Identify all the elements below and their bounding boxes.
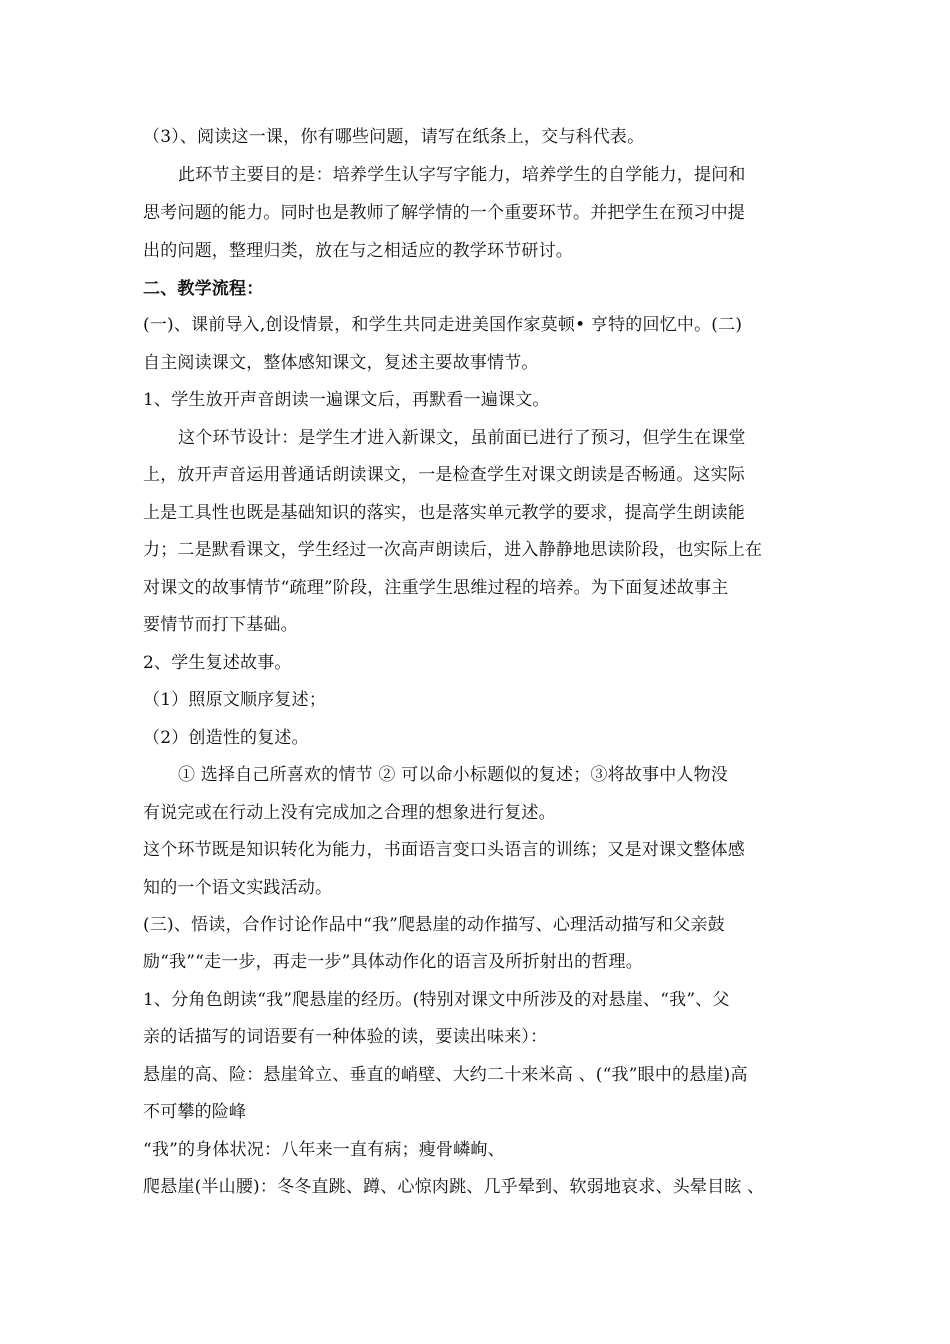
paragraph-line: （2）创造性的复述。 xyxy=(143,728,309,748)
section-heading: 二、教学流程： xyxy=(143,279,264,299)
paragraph-line: 悬崖的高、险：悬崖耸立、垂直的峭壁、大约二十来米高 、(“我”眼中的悬崖)高 xyxy=(143,1065,748,1085)
paragraph-line: “我”的身体状况：八年来一直有病；瘦骨嶙峋、 xyxy=(143,1140,505,1160)
paragraph-line: （3）、阅读这一课，你有哪些问题，请写在纸条上，交与科代表。 xyxy=(143,127,645,147)
paragraph-line: （1）照原文顺序复述； xyxy=(143,690,327,710)
paragraph-line: 励“我”“走一步，再走一步”具体动作化的语言及所折射出的哲理。 xyxy=(143,952,643,972)
paragraph-line: 对课文的故事情节“疏理”阶段，注重学生思维过程的培养。为下面复述故事主 xyxy=(143,578,729,598)
paragraph-line: 这个环节设计：是学生才进入新课文，虽前面已进行了预习，但学生在课堂 xyxy=(178,428,746,448)
paragraph-line: 有说完或在行动上没有完成加之合理的想象进行复述。 xyxy=(143,803,556,823)
paragraph-line: 自主阅读课文，整体感知课文，复述主要故事情节。 xyxy=(143,353,539,373)
paragraph-line: 1、学生放开声音朗读一遍课文后，再默看一遍课文。 xyxy=(143,390,550,410)
paragraph-line: 亲的话描写的词语要有一种体验的读，要读出味来）： xyxy=(143,1027,548,1047)
paragraph-line: 这个环节既是知识转化为能力，书面语言变口头语言的训练；又是对课文整体感 xyxy=(143,840,745,860)
paragraph-line: 力；二是默看课文，学生经过一次高声朗读后，进入静静地思读阶段，也实际上在 xyxy=(143,540,763,560)
paragraph-line: (一)、课前导入,创设情景，和学生共同走进美国作家莫顿• 亨特的回忆中。(二) xyxy=(143,315,743,335)
paragraph-line: (三)、悟读，合作讨论作品中“我”爬悬崖的动作描写、心理活动描写和父亲鼓 xyxy=(143,915,725,935)
paragraph-line: ① 选择自己所喜欢的情节 ② 可以命小标题似的复述；③将故事中人物没 xyxy=(178,765,729,785)
paragraph-line: 1、分角色朗读“我”爬悬崖的经历。(特别对课文中所涉及的对悬崖、“我”、父 xyxy=(143,990,730,1010)
paragraph-line: 出的问题，整理归类，放在与之相适应的教学环节研讨。 xyxy=(143,241,573,261)
paragraph-line: 不可攀的险峰 xyxy=(143,1102,247,1122)
paragraph-line: 2、学生复述故事。 xyxy=(143,653,292,673)
paragraph-line: 上，放开声音运用普通话朗读课文，一是检查学生对课文朗读是否畅通。这实际 xyxy=(143,465,745,485)
paragraph-line: 上是工具性也既是基础知识的落实，也是落实单元教学的要求，提高学生朗读能 xyxy=(143,503,745,523)
paragraph-line: 要情节而打下基础。 xyxy=(143,615,298,635)
paragraph-line: 爬悬崖(半山腰)：冬冬直跳、蹲、心惊肉跳、几乎晕到、软弱地哀求、头晕目眩 、 xyxy=(143,1177,765,1197)
paragraph-line: 思考问题的能力。同时也是教师了解学情的一个重要环节。并把学生在预习中提 xyxy=(143,203,745,223)
paragraph-line: 知的一个语文实践活动。 xyxy=(143,878,333,898)
paragraph-line: 此环节主要目的是：培养学生认字写字能力，培养学生的自学能力，提问和 xyxy=(178,165,746,185)
